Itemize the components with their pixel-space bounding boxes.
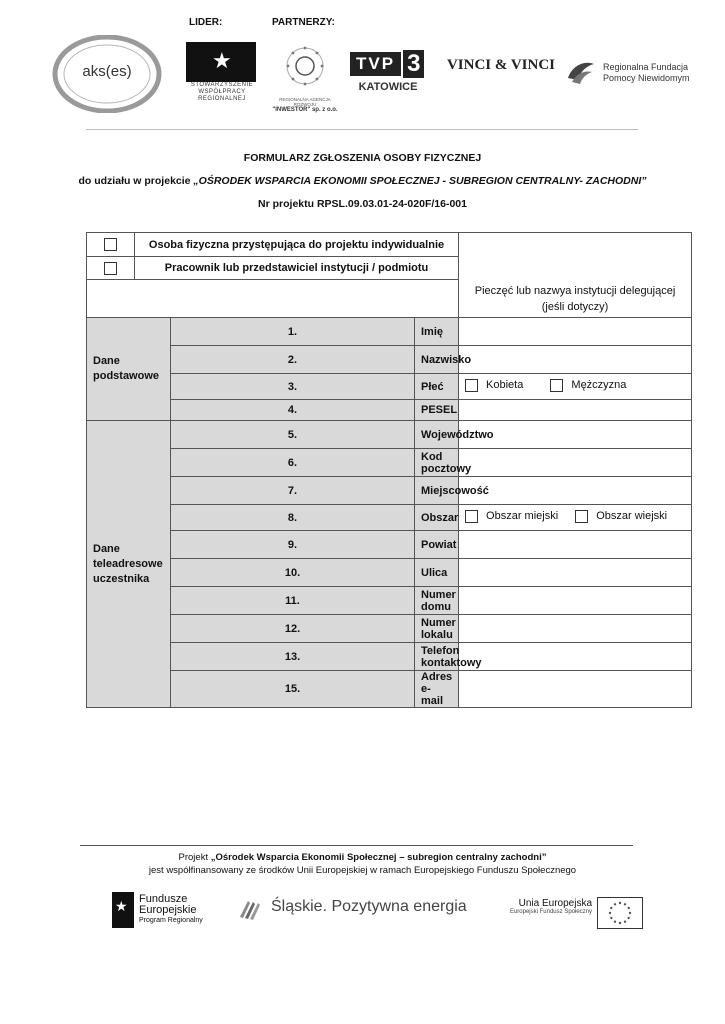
row-label-house-number: Numer domu bbox=[415, 587, 459, 615]
akses-logo bbox=[52, 35, 162, 113]
ue-line-1: Unia Europejska bbox=[518, 898, 592, 909]
fundacja-line-2: Pomocy Niewidomym bbox=[603, 73, 690, 83]
checkbox-employee[interactable] bbox=[104, 262, 117, 275]
section-contact: Dane teleadresowe uczestnika bbox=[87, 421, 171, 708]
row-no: 3. bbox=[171, 374, 415, 400]
row-label-postal-code: Kod pocztowy bbox=[415, 449, 459, 477]
leader-label: LIDER: bbox=[189, 17, 223, 28]
row-no: 6. bbox=[171, 449, 415, 477]
input-email[interactable] bbox=[459, 671, 692, 708]
input-apartment-number[interactable] bbox=[459, 615, 692, 643]
swr-logo: ★ STOWARZYSZENIE WSPÓŁPRACY REGIONALNEJ bbox=[186, 42, 258, 108]
row-no: 12. bbox=[171, 615, 415, 643]
akses-logo-text: aks(es) bbox=[82, 63, 132, 80]
investor-name: "INWESTOR" sp. z o.o. bbox=[272, 107, 338, 113]
eu-flag-icon bbox=[597, 897, 643, 929]
form-title: FORMULARZ ZGŁOSZENIA OSOBY FIZYCZNEJ bbox=[243, 152, 482, 164]
option-female[interactable] bbox=[465, 379, 523, 392]
blank-row bbox=[87, 280, 459, 318]
input-phone[interactable] bbox=[459, 643, 692, 671]
row-no: 10. bbox=[171, 559, 415, 587]
row-no: 15. bbox=[171, 671, 415, 708]
input-city[interactable] bbox=[459, 477, 692, 505]
option-rural[interactable] bbox=[575, 510, 667, 523]
option-employee-label: Pracownik lub przedstawiciel instytucji / podmiotu bbox=[135, 257, 459, 280]
row-label-voivodeship: Województwo bbox=[415, 421, 459, 449]
footer-divider bbox=[80, 845, 633, 846]
fundacja-hand-icon bbox=[566, 58, 596, 86]
tvp-city: KATOWICE bbox=[358, 81, 418, 93]
row-no: 7. bbox=[171, 477, 415, 505]
checkbox-cell-employee bbox=[87, 257, 135, 280]
row-no: 8. bbox=[171, 505, 415, 531]
row-label-city: Miejscowość bbox=[415, 477, 459, 505]
row-label-phone: Telefon kontaktowy bbox=[415, 643, 459, 671]
fundacja-line-1: Regionalna Fundacja bbox=[603, 62, 689, 72]
checkbox-individual[interactable] bbox=[104, 238, 117, 251]
slaskie-tagline: Pozytywna energia bbox=[327, 898, 467, 915]
swr-line-2: WSPÓŁPRACY bbox=[198, 89, 246, 95]
slaskie-name: Śląskie. bbox=[271, 898, 328, 915]
ue-text bbox=[492, 898, 592, 924]
row-label-gender: Płeć bbox=[415, 374, 459, 400]
row-label-pesel: PESEL bbox=[415, 400, 459, 421]
fe-line-3: Program Regionalny bbox=[139, 917, 203, 924]
row-label-last-name: Nazwisko bbox=[415, 346, 459, 374]
row-no: 4. bbox=[171, 400, 415, 421]
tvp-number: 3 bbox=[403, 50, 424, 78]
tvp-text: TVP bbox=[350, 52, 401, 76]
investor-small-text: REGIONALNA AGENCJA ROZWOJU bbox=[279, 97, 331, 107]
fundacja-logo bbox=[566, 58, 696, 88]
male-label: Mężczyzna bbox=[571, 379, 627, 391]
input-house-number[interactable] bbox=[459, 587, 692, 615]
subtitle-prefix: do udziału w projekcie bbox=[78, 175, 194, 187]
footer-project-line bbox=[0, 852, 725, 863]
checkbox-rural[interactable] bbox=[575, 510, 588, 523]
row-no: 9. bbox=[171, 531, 415, 559]
investor-logo bbox=[270, 42, 340, 112]
fe-logo bbox=[112, 890, 222, 930]
project-number: Nr projektu RPSL.09.03.01-24-020F/16-001 bbox=[258, 198, 467, 210]
subtitle-project-name: „OŚRODEK WSPARCIA EKONOMII SPOŁECZNEJ - SUBREGION CENTRALNY- ZACHODNI” bbox=[193, 175, 647, 187]
row-label-street: Ulica bbox=[415, 559, 459, 587]
footer-project-name: „Ośrodek Wsparcia Ekonomii Społecznej – subregion centralny zachodni” bbox=[210, 852, 547, 863]
fe-flag-icon: ★ bbox=[112, 892, 134, 928]
option-individual-label: Osoba fizyczna przystępująca do projektu indywidualnie bbox=[135, 233, 459, 257]
row-label-first-name: Imię bbox=[415, 318, 459, 346]
rural-label: Obszar wiejski bbox=[596, 510, 668, 522]
input-district[interactable] bbox=[459, 531, 692, 559]
checkbox-urban[interactable] bbox=[465, 510, 478, 523]
row-label-area: Obszar bbox=[415, 505, 459, 531]
form-subtitle bbox=[0, 175, 725, 187]
female-label: Kobieta bbox=[486, 379, 524, 391]
row-label-email: Adres e-mail bbox=[415, 671, 459, 708]
vinci-logo: VINCI & VINCI bbox=[446, 57, 556, 73]
gender-options bbox=[459, 374, 692, 400]
row-no: 5. bbox=[171, 421, 415, 449]
footer-project-prefix: Projekt bbox=[178, 852, 211, 863]
row-label-district: Powiat bbox=[415, 531, 459, 559]
ue-line-2: Europejski Fundusz Społeczny bbox=[509, 909, 592, 915]
area-options bbox=[459, 505, 692, 531]
option-male[interactable] bbox=[550, 379, 626, 392]
fe-line-2: Europejskie bbox=[139, 904, 197, 916]
row-no: 1. bbox=[171, 318, 415, 346]
partners-label: PARTNERZY: bbox=[272, 17, 335, 28]
row-label-apartment-number: Numer lokalu bbox=[415, 615, 459, 643]
slaskie-logo bbox=[238, 895, 468, 923]
row-no: 11. bbox=[171, 587, 415, 615]
urban-label: Obszar miejski bbox=[486, 510, 559, 522]
stamp-label: Pieczęć lub nazwya instytucji delegującej (jeśli dotyczy) bbox=[474, 285, 676, 313]
input-last-name[interactable] bbox=[459, 346, 692, 374]
slaskie-wave-icon bbox=[238, 897, 266, 921]
input-pesel[interactable] bbox=[459, 400, 692, 421]
input-first-name[interactable] bbox=[459, 318, 692, 346]
option-urban[interactable] bbox=[465, 510, 558, 523]
input-street[interactable] bbox=[459, 559, 692, 587]
section-basic: Dane podstawowe bbox=[87, 318, 171, 421]
swr-line-3: REGIONALNEJ bbox=[198, 96, 246, 102]
checkbox-male[interactable] bbox=[550, 379, 563, 392]
fe-line-1: Fundusze bbox=[139, 893, 188, 905]
stamp-cell[interactable] bbox=[459, 233, 692, 318]
input-postal-code[interactable] bbox=[459, 449, 692, 477]
registration-form-table bbox=[86, 232, 692, 708]
tvp3-logo bbox=[350, 50, 426, 98]
swr-line-1: STOWARZYSZENIE bbox=[190, 82, 254, 88]
checkbox-female[interactable] bbox=[465, 379, 478, 392]
header-divider bbox=[86, 129, 638, 130]
checkbox-cell-individual bbox=[87, 233, 135, 257]
row-no: 2. bbox=[171, 346, 415, 374]
row-no: 13. bbox=[171, 643, 415, 671]
footer-cofinance: jest współfinansowany ze środków Unii Europejskiej w ramach Europejskiego Funduszu Społecznego bbox=[148, 865, 577, 876]
